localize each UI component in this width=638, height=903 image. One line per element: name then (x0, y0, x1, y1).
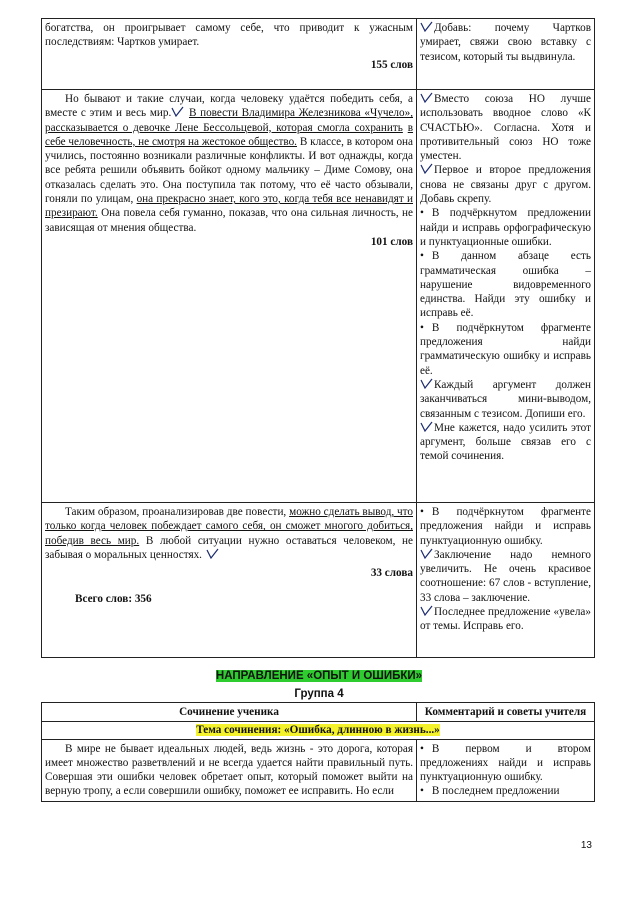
theme-row (42, 722, 595, 739)
comment-cell (417, 90, 595, 503)
comment-text: В первом и втором предложениях найди и исправь пунктуационную ошибку. (420, 742, 591, 784)
comment-cell (417, 19, 595, 90)
essay-table-2 (41, 702, 595, 802)
check-mark-icon (420, 163, 433, 174)
essay-text: Но бывают и такие случаи, когда человеку удаётся победить себя, а вместе с этим и весь мир. (45, 93, 413, 120)
check-mark-icon (171, 106, 184, 117)
column-header: Сочинение ученика (42, 703, 417, 722)
theme-cell (42, 722, 595, 739)
essay-text: В классе, в котором она учились, постоянно возникали различные конфликты. И вот однажды, когда все ребята решили объявить бойкот одному мальчику – Диме Сомову, она отказалась сделать это. Она поступила так потому, что её часто обзывали, гоняли по улицам, (45, 135, 413, 206)
comment-item (420, 249, 591, 320)
comment-item (420, 505, 591, 548)
word-count: 33 слова (370, 567, 413, 580)
check-mark-icon (206, 548, 219, 559)
comment-text: Последнее предложение «увела» от темы. Исправь его. (420, 606, 591, 633)
table-row (42, 739, 595, 801)
essay-text: Таким образом, проанализировав две повести, (65, 506, 287, 518)
comment-text: Первое и второе предложения снова не связаны друг с другом. Добавь скрепу. (420, 164, 591, 206)
check-mark-icon (420, 92, 433, 103)
word-count: 101 слов (370, 235, 413, 248)
comment-item (420, 784, 591, 798)
table-row (42, 503, 595, 658)
comment-cell (417, 739, 595, 801)
check-mark-icon (420, 605, 433, 616)
essay-text: богатства, он проигрывает самому себе, что приводит к ужасным последствиям: Чартков умирает. (45, 22, 413, 49)
table-row (42, 19, 595, 90)
comment-text: В данном абзаце есть грамматическая ошибка – нарушение видовременного единства. Найди эту ошибку и исправь её. (420, 250, 591, 320)
essay-cell (42, 739, 417, 801)
comment-item (420, 548, 591, 605)
check-mark-icon (420, 378, 433, 389)
comment-cell (417, 503, 595, 658)
essay-paragraph (45, 505, 413, 562)
underlined-fragment: В повести Владимира Железникова «Чучело», рассказывается о девочке Лене Бессольцевой, которая смогла сохранить (45, 107, 413, 134)
check-mark-icon (420, 421, 433, 432)
underlined-fragment: можно сделать вывод, что только когда человек побеждает самого себя, он сможет многого добиться, победив весь мир. (45, 506, 414, 547)
check-mark-icon (420, 548, 433, 559)
section-direction-heading (0, 670, 638, 682)
page-number: 13 (580, 840, 592, 851)
comment-item (420, 206, 591, 249)
table-row (42, 90, 595, 503)
comment-item (420, 378, 591, 421)
essay-cell (42, 19, 417, 90)
essay-text: В мире не бывает идеальных людей, ведь жизнь - это дорога, которая имеет множество разветвлений и не всегда удается найти правильный путь. Совершая эти ошибки человек обретает опыт, который поможет выйти на верную тропу, а если совершили ошибку, поможет ее исправить. Но если (45, 742, 413, 798)
comment-item (420, 605, 591, 634)
word-count: 155 слов (370, 58, 413, 71)
direction-label: НАПРАВЛЕНИЕ «ОПЫТ И ОШИБКИ» (215, 670, 423, 682)
comment-item (420, 421, 591, 464)
underlined-fragment: она прекрасно знает, кого это, когда тебя все ненавидят и презирают. (45, 193, 413, 220)
comment-item (420, 163, 591, 206)
underlined-fragment: в (407, 121, 414, 134)
comment-text: В подчёркнутом фрагменте предложения найди и исправь пунктуационную ошибку. (420, 506, 591, 547)
table-header-row (42, 703, 595, 722)
comment-text: В подчёркнутом предложении найди и исправь орфографическую и пунктуационные ошибки. (420, 207, 591, 248)
comment-text: В последнем предложении (431, 785, 560, 798)
total-word-count: Всего слов: 356 (75, 593, 152, 606)
column-header: Комментарий и советы учителя (417, 703, 595, 722)
comment-text: Добавь: почему Чартков умирает, свяжи свою вставку с тезисом, который ты выдвинула. (420, 22, 591, 63)
comment-item (420, 742, 591, 785)
underlined-fragment: себе человечность, не смотря на жестокое общество. (45, 135, 297, 148)
essay-theme: Тема сочинения: «Ошибка, длинною в жизнь...» (196, 724, 440, 737)
essay-text: В любой ситуации нужно оставаться человеком, не забывая о моральных ценностях. (45, 534, 413, 561)
essay-cell (42, 503, 417, 658)
group-heading: Группа 4 (294, 688, 344, 700)
comment-text: В подчёркнутом фрагменте предложения найди грамматическую ошибку и исправь её. (420, 321, 591, 377)
essay-cell (42, 90, 417, 503)
check-mark-icon (420, 21, 433, 32)
comment-item (420, 92, 591, 163)
comment-item (420, 321, 591, 378)
essay-paragraph (45, 92, 413, 235)
comment-text: Заключение надо немного увеличить. Не очень красивое соотношение: 67 слов - вступление, 33 слова – заключение. (420, 548, 591, 604)
comment-text: Каждый аргумент должен заканчиваться мини-выводом, связанным с тезисом. Допиши его. (420, 378, 591, 420)
comment-text: Вместо союза НО лучше использовать вводное слово «К СЧАСТЬЮ». Согласна. Хотя и противительный союз НО тоже уместен. (420, 93, 591, 163)
essay-table-1 (41, 18, 595, 658)
essay-text: Она повела себя гуманно, показав, что она сильная личность, не зависящая от мнения общества. (45, 207, 414, 234)
comment-text: Мне кажется, надо усилить этот аргумент, больше связав его с темой сочинения. (420, 421, 591, 463)
